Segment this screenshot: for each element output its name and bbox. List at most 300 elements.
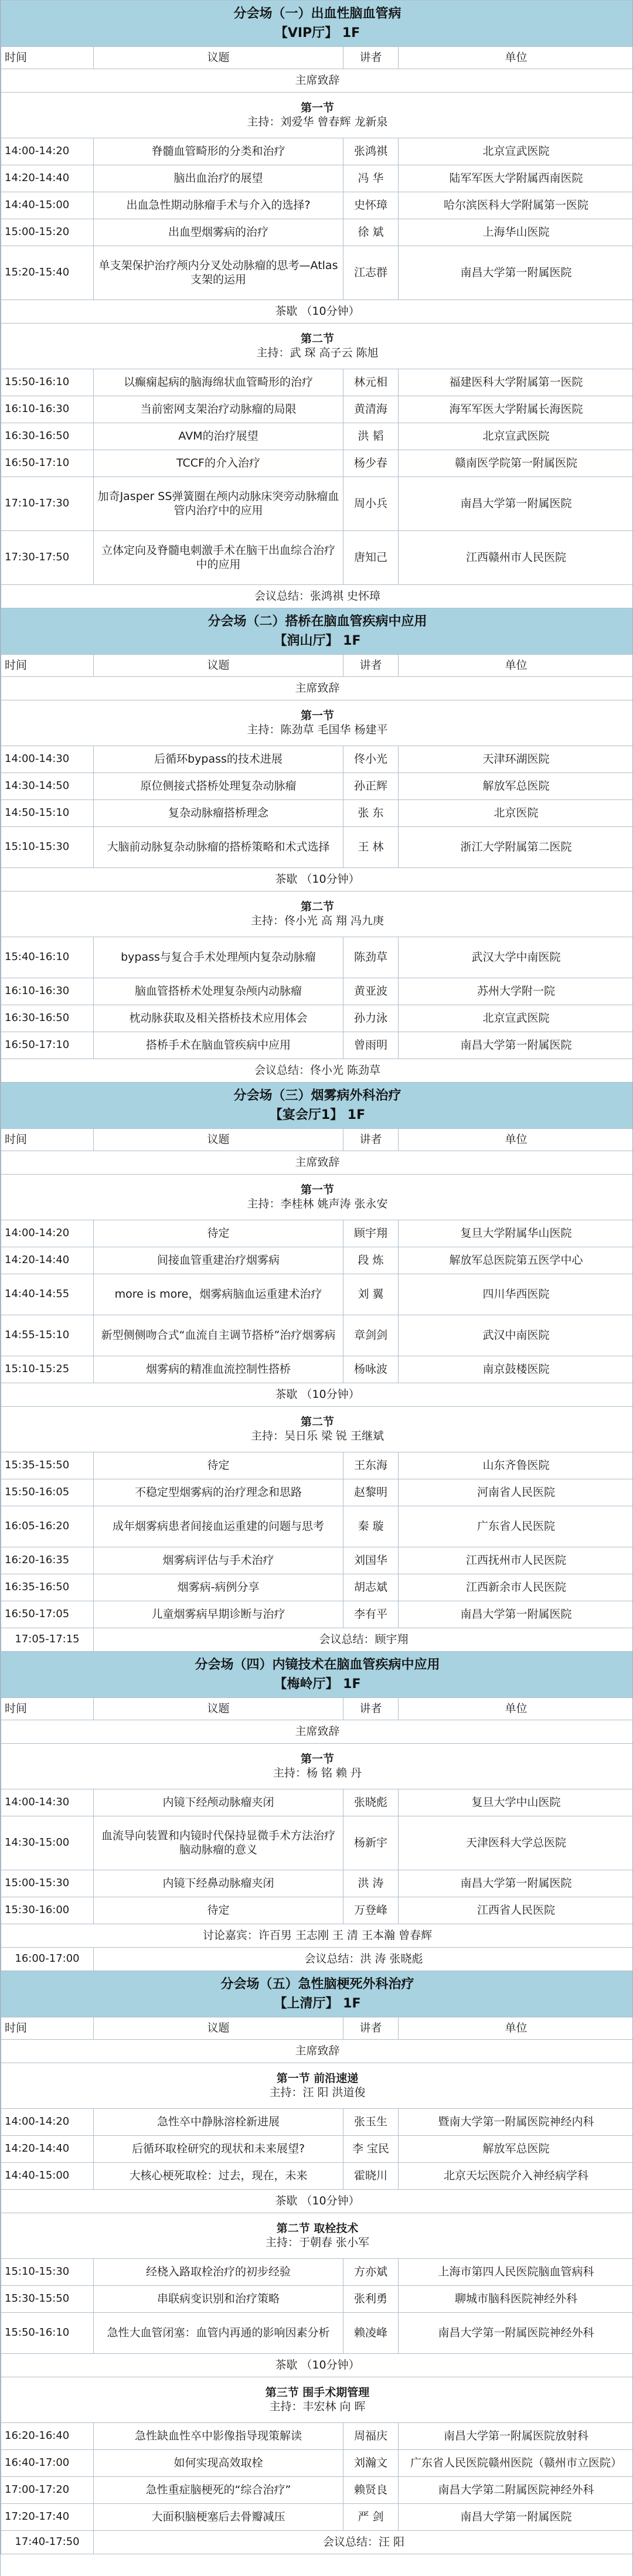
- table-row: [1, 1220, 633, 1247]
- row-time: 17:10-17:30: [1, 477, 94, 531]
- discussion-text: 讨论嘉宾：许百男 王志刚 王 清 王本瀚 曾春辉: [1, 1924, 633, 1948]
- row-unit: 北京天坛医院介入神经病学科: [399, 2163, 633, 2190]
- session-header: [1, 608, 633, 655]
- row-time: 16:50-17:10: [1, 1032, 94, 1059]
- row-topic: 烟雾病-病例分享: [94, 1574, 343, 1601]
- break-text: 茶歇 （10分钟）: [1, 300, 633, 324]
- session-title-cell: [1, 608, 633, 655]
- table-row: [1, 1247, 633, 1274]
- section-name: 第三节 围手术期管理: [265, 2386, 370, 2399]
- section-header: [1, 324, 633, 369]
- row-unit: 南昌大学第一附属医院: [399, 2504, 633, 2531]
- row-speaker: 周小兵: [343, 477, 399, 531]
- table-row: [1, 477, 633, 531]
- session-title-cell: [1, 1, 633, 47]
- row-topic: 出血型烟雾病的治疗: [94, 219, 343, 246]
- section-header: [1, 1407, 633, 1452]
- row-time: 15:00-15:20: [1, 219, 94, 246]
- row-unit: 南昌大学第一附属医院放射科: [399, 2423, 633, 2450]
- row-topic: 儿童烟雾病早期诊断与治疗: [94, 1601, 343, 1628]
- section-header-cell: [1, 2063, 633, 2109]
- row-topic: 立体定向及脊髓电刺激手术在脑干出血综合治疗中的应用: [94, 531, 343, 585]
- session-header: [1, 1652, 633, 1698]
- table-row: [1, 2259, 633, 2286]
- row-time: 14:40-15:00: [1, 2163, 94, 2190]
- section-name: 第一节: [301, 709, 335, 722]
- row-unit: 四川华西医院: [399, 1274, 633, 1315]
- section-header: [1, 2377, 633, 2423]
- row-speaker: 张晓彪: [343, 1789, 399, 1816]
- opening-row: [1, 1720, 633, 1744]
- section-chair: 主持：丰宏林 向 晖: [269, 2400, 366, 2413]
- row-time: 15:30-16:00: [1, 1897, 94, 1924]
- row-speaker: 林元相: [343, 369, 399, 396]
- row-speaker: 王东海: [343, 1452, 399, 1479]
- section-header-cell: [1, 324, 633, 369]
- table-row: [1, 2136, 633, 2163]
- row-topic: AVM的治疗展望: [94, 423, 343, 450]
- row-time: 15:50-16:10: [1, 2313, 94, 2354]
- col-header-speaker: 讲者: [343, 2017, 399, 2040]
- row-speaker: 冯 华: [343, 165, 399, 192]
- row-topic: 待定: [94, 1452, 343, 1479]
- summary-row: [1, 1948, 633, 1971]
- row-unit: 江西赣州市人民医院: [399, 531, 633, 585]
- row-unit: 上海市第四人民医院脑血管病科: [399, 2259, 633, 2286]
- table-row: [1, 1816, 633, 1870]
- table-row: [1, 2423, 633, 2450]
- section-name: 第一节: [301, 1752, 335, 1765]
- row-speaker: 佟小光: [343, 746, 399, 773]
- section-name: 第二节: [301, 1415, 335, 1428]
- session-room: 【VIP厅】 1F: [274, 26, 360, 40]
- row-topic: 搭桥手术在脑血管疾病中应用: [94, 1032, 343, 1059]
- col-header-time: 时间: [1, 2017, 94, 2040]
- section-name: 第一节: [301, 101, 335, 114]
- row-time: 15:35-15:50: [1, 1452, 94, 1479]
- row-time: 16:20-16:35: [1, 1547, 94, 1574]
- break-row: [1, 585, 633, 608]
- col-header-time: 时间: [1, 47, 94, 69]
- row-unit: 复旦大学附属华山医院: [399, 1220, 633, 1247]
- opening-row: [1, 69, 633, 93]
- row-time: 15:10-15:30: [1, 2259, 94, 2286]
- row-unit: 南昌大学第一附属医院: [399, 1601, 633, 1628]
- row-speaker: 唐知己: [343, 531, 399, 585]
- row-unit: 赣南医学院第一附属医院: [399, 450, 633, 477]
- row-time: 14:00-14:30: [1, 746, 94, 773]
- row-unit: 北京宣武医院: [399, 423, 633, 450]
- section-header-cell: [1, 93, 633, 138]
- row-speaker: 万登峰: [343, 1897, 399, 1924]
- table-row: [1, 369, 633, 396]
- section-chair: 主持：李桂林 姚声涛 张永安: [247, 1197, 388, 1210]
- table-row: [1, 192, 633, 219]
- table-row: [1, 978, 633, 1005]
- row-topic: 不稳定型烟雾病的治疗理念和思路: [94, 1479, 343, 1506]
- row-time: 16:35-16:50: [1, 1574, 94, 1601]
- row-unit: 南昌大学第二附属医院神经外科: [399, 2477, 633, 2504]
- table-row: [1, 1315, 633, 1356]
- table-row: [1, 1897, 633, 1924]
- row-unit: 上海华山医院: [399, 219, 633, 246]
- table-row: [1, 165, 633, 192]
- row-unit: 北京医院: [399, 800, 633, 827]
- table-row: [1, 937, 633, 978]
- row-time: 16:50-17:10: [1, 450, 94, 477]
- break-row: [1, 1059, 633, 1083]
- row-topic: 大核心梗死取栓：过去，现在，未来: [94, 2163, 343, 2190]
- row-unit: 河南省人民医院: [399, 1479, 633, 1506]
- break-text: 会议总结：佟小光 陈劲草: [1, 1059, 633, 1083]
- col-header-time: 时间: [1, 1129, 94, 1151]
- row-time: 15:50-16:10: [1, 369, 94, 396]
- row-speaker: 张利勇: [343, 2286, 399, 2313]
- row-unit: 陆军军医大学附属西南医院: [399, 165, 633, 192]
- row-unit: 广东省人民医院: [399, 1506, 633, 1547]
- row-time: 16:10-16:30: [1, 396, 94, 423]
- break-text: 茶歇 （10分钟）: [1, 2190, 633, 2213]
- row-unit: 南昌大学第一附属医院: [399, 1870, 633, 1897]
- row-speaker: 孙正辉: [343, 773, 399, 800]
- row-topic: 待定: [94, 1897, 343, 1924]
- agenda-table: [1, 0, 633, 2554]
- row-time: 17:30-17:50: [1, 531, 94, 585]
- row-time: 14:55-15:10: [1, 1315, 94, 1356]
- row-topic: 急性大血管闭塞：血管内再通的影响因素分析: [94, 2313, 343, 2354]
- row-time: 16:40-17:00: [1, 2450, 94, 2477]
- opening-row: [1, 677, 633, 700]
- row-time: 14:00-14:20: [1, 138, 94, 165]
- row-time: 15:50-16:05: [1, 1479, 94, 1506]
- section-header-cell: [1, 891, 633, 937]
- row-speaker: 李有平: [343, 1601, 399, 1628]
- summary-text: 会议总结：洪 涛 张晓彪: [94, 1948, 633, 1971]
- row-unit: 广东省人民医院赣州医院（赣州市立医院）: [399, 2450, 633, 2477]
- row-topic: 内镜下经颅动脉瘤夹闭: [94, 1789, 343, 1816]
- row-topic: TCCF的介入治疗: [94, 450, 343, 477]
- session-title: 分会场（五）急性脑梗死外科治疗: [220, 1977, 414, 1992]
- row-unit: 江西抚州市人民医院: [399, 1547, 633, 1574]
- section-name: 第一节: [301, 1183, 335, 1196]
- summary-text: 会议总结：汪 阳: [94, 2531, 633, 2554]
- row-time: 14:20-14:40: [1, 1247, 94, 1274]
- col-header-topic: 议题: [94, 1698, 343, 1720]
- row-time: 14:40-15:00: [1, 192, 94, 219]
- break-text: 茶歇 （10分钟）: [1, 2354, 633, 2377]
- section-header-cell: [1, 1744, 633, 1789]
- row-unit: 江西省人民医院: [399, 1897, 633, 1924]
- break-text: 茶歇 （10分钟）: [1, 1383, 633, 1407]
- row-time: 16:20-16:40: [1, 2423, 94, 2450]
- session-title-cell: [1, 1652, 633, 1698]
- row-topic: 后循环bypass的技术进展: [94, 746, 343, 773]
- table-row: [1, 2286, 633, 2313]
- col-header-unit: 单位: [399, 655, 633, 677]
- break-row: [1, 300, 633, 324]
- col-header-topic: 议题: [94, 655, 343, 677]
- row-unit: 山东齐鲁医院: [399, 1452, 633, 1479]
- row-time: 16:10-16:30: [1, 978, 94, 1005]
- row-time: 16:30-16:50: [1, 1005, 94, 1032]
- row-topic: 急性重症脑梗死的“综合治疗”: [94, 2477, 343, 2504]
- row-unit: 北京宣武医院: [399, 1005, 633, 1032]
- row-speaker: 黄清海: [343, 396, 399, 423]
- row-topic: more is more，烟雾病脑血运重建术治疗: [94, 1274, 343, 1315]
- table-row: [1, 1452, 633, 1479]
- row-topic: 单支架保护治疗颅内分叉处动脉瘤的思考—Atlas支架的运用: [94, 246, 343, 300]
- agenda-body: [1, 1, 633, 2554]
- section-chair: 主持：佟小光 高 翔 冯九庚: [250, 914, 384, 927]
- col-header-unit: 单位: [399, 1129, 633, 1151]
- row-topic: 复杂动脉瘤搭桥理念: [94, 800, 343, 827]
- table-row: [1, 2450, 633, 2477]
- section-header-cell: [1, 1407, 633, 1452]
- section-header: [1, 891, 633, 937]
- row-unit: 南昌大学第一附属医院: [399, 246, 633, 300]
- row-unit: 复旦大学中山医院: [399, 1789, 633, 1816]
- row-speaker: 江志群: [343, 246, 399, 300]
- col-header-topic: 议题: [94, 47, 343, 69]
- row-speaker: 曾雨明: [343, 1032, 399, 1059]
- row-topic: 当前密网支架治疗动脉瘤的局限: [94, 396, 343, 423]
- row-topic: 如何实现高效取栓: [94, 2450, 343, 2477]
- table-row: [1, 2313, 633, 2354]
- opening-row: [1, 2040, 633, 2063]
- table-row: [1, 450, 633, 477]
- row-topic: 以癫痫起病的脑海绵状血管畸形的治疗: [94, 369, 343, 396]
- row-time: 16:05-16:20: [1, 1506, 94, 1547]
- row-unit: 解放军总医院: [399, 773, 633, 800]
- row-unit: 南昌大学第一附属医院: [399, 1032, 633, 1059]
- row-unit: 南昌大学第一附属医院: [399, 477, 633, 531]
- summary-time: 16:00-17:00: [1, 1948, 94, 1971]
- section-header: [1, 1744, 633, 1789]
- row-time: 15:00-15:30: [1, 1870, 94, 1897]
- row-speaker: 胡志斌: [343, 1574, 399, 1601]
- row-speaker: 孙力泳: [343, 1005, 399, 1032]
- table-row: [1, 423, 633, 450]
- table-row: [1, 2504, 633, 2531]
- row-topic: 串联病变识别和治疗策略: [94, 2286, 343, 2313]
- col-header-speaker: 讲者: [343, 1698, 399, 1720]
- opening-text: 主席致辞: [1, 677, 633, 700]
- table-row: [1, 2163, 633, 2190]
- session-title: 分会场（四）内镜技术在脑血管疾病中应用: [195, 1658, 440, 1672]
- session-title-cell: [1, 1083, 633, 1129]
- row-unit: 苏州大学附一院: [399, 978, 633, 1005]
- table-row: [1, 1870, 633, 1897]
- row-speaker: 洪 韬: [343, 423, 399, 450]
- section-header-cell: [1, 2377, 633, 2423]
- row-topic: 加奇Jasper SS弹簧圈在颅内动脉床突旁动脉瘤血管内治疗中的应用: [94, 477, 343, 531]
- row-speaker: 刘国华: [343, 1547, 399, 1574]
- row-time: 16:30-16:50: [1, 423, 94, 450]
- section-name: 第二节: [301, 332, 335, 345]
- row-time: 15:40-16:10: [1, 937, 94, 978]
- row-time: 14:00-14:30: [1, 1789, 94, 1816]
- section-chair: 主持：吴日乐 梁 锐 王继斌: [250, 1429, 384, 1442]
- table-row: [1, 531, 633, 585]
- row-topic: 脊髓血管畸形的分类和治疗: [94, 138, 343, 165]
- row-speaker: 刘 翼: [343, 1274, 399, 1315]
- session-room: 【梅岭厅】 1F: [274, 1677, 361, 1692]
- row-time: 14:20-14:40: [1, 2136, 94, 2163]
- row-topic: 待定: [94, 1220, 343, 1247]
- row-speaker: 周福庆: [343, 2423, 399, 2450]
- row-unit: 江西新余市人民医院: [399, 1574, 633, 1601]
- opening-text: 主席致辞: [1, 2040, 633, 2063]
- row-topic: 枕动脉获取及相关搭桥技术应用体会: [94, 1005, 343, 1032]
- col-header-topic: 议题: [94, 2017, 343, 2040]
- section-header: [1, 700, 633, 746]
- section-header-cell: [1, 700, 633, 746]
- opening-text: 主席致辞: [1, 1720, 633, 1744]
- row-speaker: 杨少春: [343, 450, 399, 477]
- row-unit: 浙江大学附属第二医院: [399, 827, 633, 868]
- row-speaker: 赖凌峰: [343, 2313, 399, 2354]
- session-header: [1, 1, 633, 47]
- row-unit: 南京鼓楼医院: [399, 1356, 633, 1383]
- row-speaker: 章剑剑: [343, 1315, 399, 1356]
- row-topic: 大面积脑梗塞后去骨瓣减压: [94, 2504, 343, 2531]
- row-speaker: 黄亚波: [343, 978, 399, 1005]
- row-time: 15:20-15:40: [1, 246, 94, 300]
- section-header: [1, 2213, 633, 2259]
- row-unit: 南昌大学第一附属医院神经外科: [399, 2313, 633, 2354]
- table-row: [1, 1789, 633, 1816]
- column-header-row: [1, 655, 633, 677]
- row-unit: 福建医科大学附属第一医院: [399, 369, 633, 396]
- session-header: [1, 1971, 633, 2017]
- summary-row: [1, 1628, 633, 1652]
- row-topic: 大脑前动脉复杂动脉瘤的搭桥策略和术式选择: [94, 827, 343, 868]
- row-topic: 新型侧侧吻合式“血流自主调节搭桥”治疗烟雾病: [94, 1315, 343, 1356]
- row-topic: 原位侧接式搭桥处理复杂动脉瘤: [94, 773, 343, 800]
- section-chair: 主持：杨 铭 赖 丹: [273, 1766, 362, 1779]
- section-name: 第二节: [301, 900, 335, 913]
- row-speaker: 张 东: [343, 800, 399, 827]
- row-speaker: 张鸿祺: [343, 138, 399, 165]
- section-chair: 主持：刘爱华 曾春辉 龙新泉: [247, 115, 388, 128]
- row-time: 15:10-15:30: [1, 827, 94, 868]
- row-topic: 血流导向装置和内镜时代保持显微手术方法治疗脑动脉瘤的意义: [94, 1816, 343, 1870]
- section-chair: 主持：于朝春 张小军: [265, 2235, 370, 2249]
- section-header: [1, 2063, 633, 2109]
- session-room: 【宴会厅1】 1F: [269, 1108, 366, 1122]
- session-title-cell: [1, 1971, 633, 2017]
- row-speaker: 段 炼: [343, 1247, 399, 1274]
- row-unit: 解放军总医院: [399, 2136, 633, 2163]
- summary-row: [1, 2531, 633, 2554]
- column-header-row: [1, 2017, 633, 2040]
- col-header-unit: 单位: [399, 2017, 633, 2040]
- row-unit: 海军军医大学附属长海医院: [399, 396, 633, 423]
- row-time: 17:20-17:40: [1, 2504, 94, 2531]
- break-row: [1, 2190, 633, 2213]
- row-time: 14:00-14:20: [1, 1220, 94, 1247]
- section-chair: 主持：汪 阳 洪道俊: [269, 2085, 366, 2099]
- row-topic: 烟雾病评估与手术治疗: [94, 1547, 343, 1574]
- column-header-row: [1, 1698, 633, 1720]
- table-row: [1, 219, 633, 246]
- row-time: 15:10-15:25: [1, 1356, 94, 1383]
- session-title: 分会场（二）搭桥在脑血管疾病中应用: [207, 614, 427, 629]
- summary-time: 17:05-17:15: [1, 1628, 94, 1652]
- col-header-time: 时间: [1, 1698, 94, 1720]
- table-row: [1, 1005, 633, 1032]
- session-title: 分会场（三）烟雾病外科治疗: [233, 1088, 401, 1103]
- row-unit: 武汉中南医院: [399, 1315, 633, 1356]
- table-row: [1, 1356, 633, 1383]
- column-header-row: [1, 1129, 633, 1151]
- section-header: [1, 1175, 633, 1220]
- session-header: [1, 1083, 633, 1129]
- column-header-row: [1, 47, 633, 69]
- col-header-time: 时间: [1, 655, 94, 677]
- summary-time: 17:40-17:50: [1, 2531, 94, 2554]
- row-unit: 北京宣武医院: [399, 138, 633, 165]
- row-topic: 烟雾病的精准血流控制性搭桥: [94, 1356, 343, 1383]
- table-row: [1, 1547, 633, 1574]
- row-topic: 急性卒中静脉溶栓新进展: [94, 2109, 343, 2136]
- section-name: 第二节 取栓技术: [276, 2221, 359, 2235]
- row-speaker: 史怀璋: [343, 192, 399, 219]
- row-time: 14:30-15:00: [1, 1816, 94, 1870]
- row-speaker: 顾宇翔: [343, 1220, 399, 1247]
- row-speaker: 徐 斌: [343, 219, 399, 246]
- table-row: [1, 2477, 633, 2504]
- break-row: [1, 868, 633, 891]
- table-row: [1, 396, 633, 423]
- break-row: [1, 2354, 633, 2377]
- row-time: 15:30-15:50: [1, 2286, 94, 2313]
- table-row: [1, 773, 633, 800]
- row-topic: 出血急性期动脉瘤手术与介入的选择?: [94, 192, 343, 219]
- row-speaker: 赖贤良: [343, 2477, 399, 2504]
- row-unit: 武汉大学中南医院: [399, 937, 633, 978]
- section-header-cell: [1, 1175, 633, 1220]
- section-chair: 主持：陈劲草 毛国华 杨建平: [247, 723, 388, 736]
- discussion-row: [1, 1924, 633, 1948]
- row-speaker: 秦 璇: [343, 1506, 399, 1547]
- break-row: [1, 1383, 633, 1407]
- section-name: 第一节 前沿速递: [276, 2071, 359, 2085]
- row-speaker: 方亦斌: [343, 2259, 399, 2286]
- col-header-topic: 议题: [94, 1129, 343, 1151]
- section-header: [1, 93, 633, 138]
- col-header-unit: 单位: [399, 47, 633, 69]
- row-speaker: 王 林: [343, 827, 399, 868]
- row-time: 14:40-14:55: [1, 1274, 94, 1315]
- row-topic: bypass与复合手术处理颅内复杂动脉瘤: [94, 937, 343, 978]
- section-header-cell: [1, 2213, 633, 2259]
- table-row: [1, 246, 633, 300]
- row-speaker: 严 剑: [343, 2504, 399, 2531]
- row-time: 16:50-17:05: [1, 1601, 94, 1628]
- col-header-speaker: 讲者: [343, 1129, 399, 1151]
- row-unit: 聊城市脑科医院神经外科: [399, 2286, 633, 2313]
- row-time: 14:00-14:20: [1, 2109, 94, 2136]
- table-row: [1, 2109, 633, 2136]
- row-unit: 解放军总医院第五医学中心: [399, 1247, 633, 1274]
- row-topic: 脑血管搭桥术处理复杂颅内动脉瘤: [94, 978, 343, 1005]
- table-row: [1, 1506, 633, 1547]
- table-row: [1, 1032, 633, 1059]
- col-header-unit: 单位: [399, 1698, 633, 1720]
- row-time: 17:00-17:20: [1, 2477, 94, 2504]
- table-row: [1, 1479, 633, 1506]
